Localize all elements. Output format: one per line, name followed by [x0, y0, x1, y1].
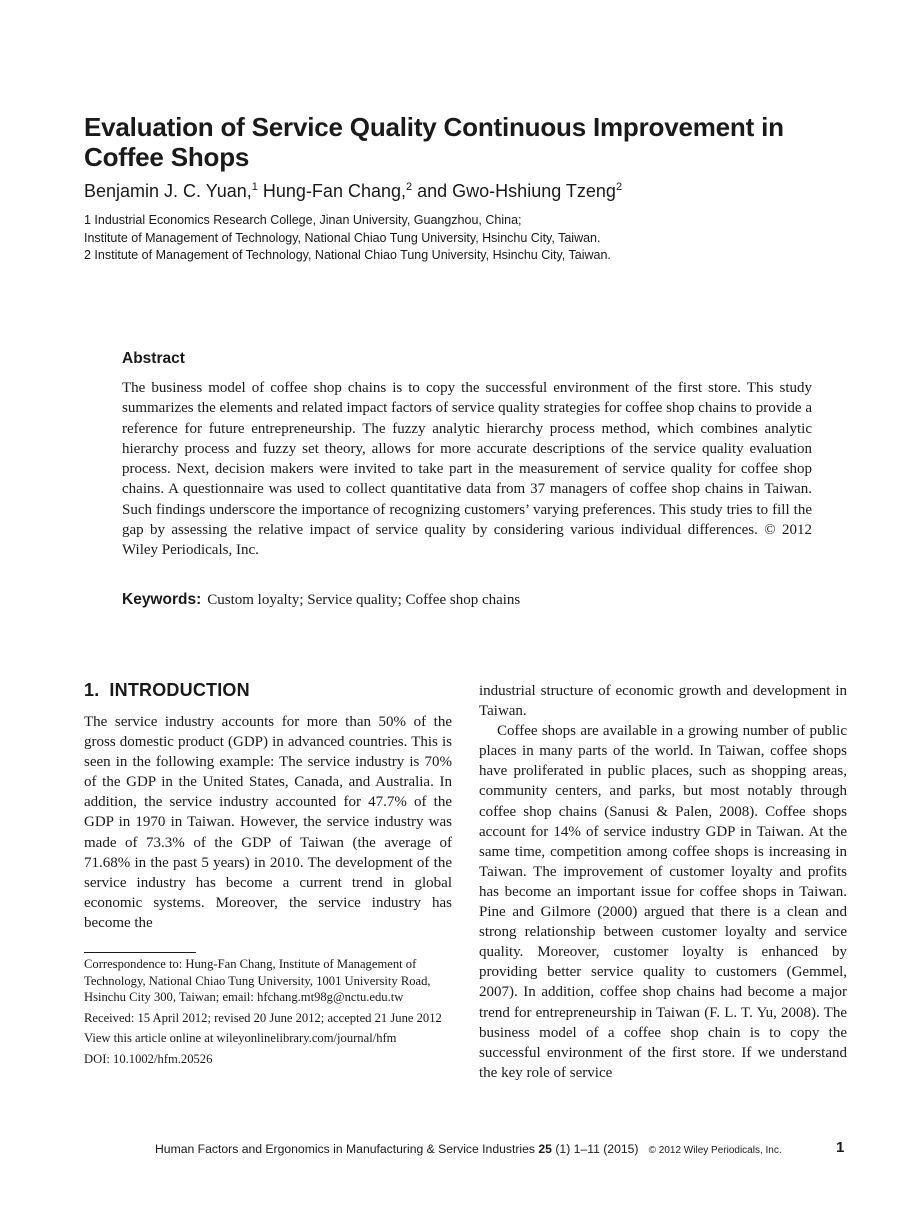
right-column	[479, 681, 847, 1083]
body-paragraph: industrial structure of economic growth and development in Taiwan.	[479, 683, 847, 720]
page-number: 1	[836, 1139, 845, 1156]
article-title: Evaluation of Service Quality Continuous Improvement in Coffee Shops	[84, 112, 784, 172]
section-heading	[84, 680, 250, 701]
keywords	[122, 590, 812, 610]
author-affiliation-marker: 2	[406, 181, 413, 193]
abstract-heading: Abstract	[122, 350, 185, 367]
journal-volume: 25	[538, 1142, 552, 1156]
footnote-divider	[84, 952, 196, 953]
affiliation-line: 2 Institute of Management of Technology, National Chiao Tung University, Hsinchu City, Taiwan.	[84, 248, 611, 262]
author-name: Benjamin J. C. Yuan,	[84, 181, 252, 201]
section-title: INTRODUCTION	[109, 680, 250, 700]
section-number: 1.	[84, 680, 100, 700]
body-paragraph: Coffee shops are available in a growing number of public places in many parts of the world. In Taiwan, coffee shops have proliferated in public places, such as shopping areas, community centers, and parks, but most notably through coffee shop chains (Sanusi & Palen, 2008). Coffee shops account for 14% of service industry GDP in Taiwan. At the same time, competition among coffee shops is increasing in Taiwan. The improvement of customer loyalty and profits has become an important issue for coffee shops in Taiwan. Pine and Gilmore (2000) argued that there is a clean and strong relationship between customer loyalty and service quality. Moreover, customer loyalty is enhanced by providing better service quality to customers (Gemmel, 2007). In addition, coffee shop chains had become a major trend for entrepreneurship in Taiwan (F. L. T. Yu, 2008). The business model of a coffee shop chain is to copy the successful environment of the first store. If we understand the key role of service	[479, 723, 847, 1081]
affiliations	[84, 212, 844, 265]
author-name: and Gwo-Hshiung Tzeng	[417, 181, 616, 201]
received-dates: Received: 15 April 2012; revised 20 June 2012; accepted 21 June 2012	[84, 1010, 442, 1025]
keywords-list: Custom loyalty; Service quality; Coffee shop chains	[207, 592, 521, 608]
footnotes	[84, 956, 456, 1071]
keywords-label: Keywords:	[122, 591, 202, 608]
footer-copyright: © 2012 Wiley Periodicals, Inc.	[648, 1145, 782, 1156]
abstract-text: The business model of coffee shop chains is to copy the successful environment of the first store. This study summarizes the elements and related impact factors of service quality strategies for coffee shop chains to provide a reference for future entrepreneurship. The fuzzy analytic hierarchy process method, which combines analytic hierarchy process and fuzzy set theory, allows for more accurate descriptions of the service quality evaluation process. Next, decision makers were invited to take part in the measurement of service quality for coffee shop chains. A questionnaire was used to collect quantitative data from 37 managers of coffee shop chains in Taiwan. Such findings underscore the importance of recognizing customers’ varying preferences. This study tries to fill the gap by assessing the relative impact of service quality by considering various individual differences. © 2012 Wiley Periodicals, Inc.	[122, 380, 812, 559]
left-column	[84, 712, 452, 933]
issue-pages: (1) 1–11 (2015)	[555, 1142, 639, 1156]
correspondence-note: Correspondence to: Hung-Fan Chang, Institute of Management of Technology, National Chiao Tung University, 1001 University Road, Hsinchu City 300, Taiwan; email: hfchang.mt98g@nctu.edu.tw	[84, 957, 431, 1004]
author-name: Hung-Fan Chang,	[262, 181, 406, 201]
author-affiliation-marker: 2	[615, 181, 623, 193]
body-paragraph: The service industry accounts for more than 50% of the gross domestic product (GDP) in advanced countries. This is seen in the following example: The service industry is 70% of the GDP in the United States, Canada, and Australia. In addition, the service industry accounted for 47.7% of the GDP in 1970 in Taiwan. However, the service industry was made of 73.3% of the GDP of Taiwan (the average of 71.68% in the past 5 years) in 2010. The development of the service industry has become a current trend in global economic systems. Moreover, the service industry has become the	[84, 714, 452, 931]
page-footer	[155, 1141, 855, 1159]
journal-name: Human Factors and Ergonomics in Manufacturing & Service Industries	[155, 1142, 536, 1156]
doi: DOI: 10.1002/hfm.20526	[84, 1051, 213, 1066]
affiliation-line: Institute of Management of Technology, National Chiao Tung University, Hsinchu City, Taiwan.	[84, 230, 601, 245]
online-note: View this article online at wileyonlinelibrary.com/journal/hfm	[84, 1031, 397, 1045]
affiliation-line: 1 Industrial Economics Research College, Jinan University, Guangzhou, China;	[84, 213, 522, 227]
author-affiliation-marker: 1	[251, 181, 258, 193]
author-list	[84, 180, 844, 202]
